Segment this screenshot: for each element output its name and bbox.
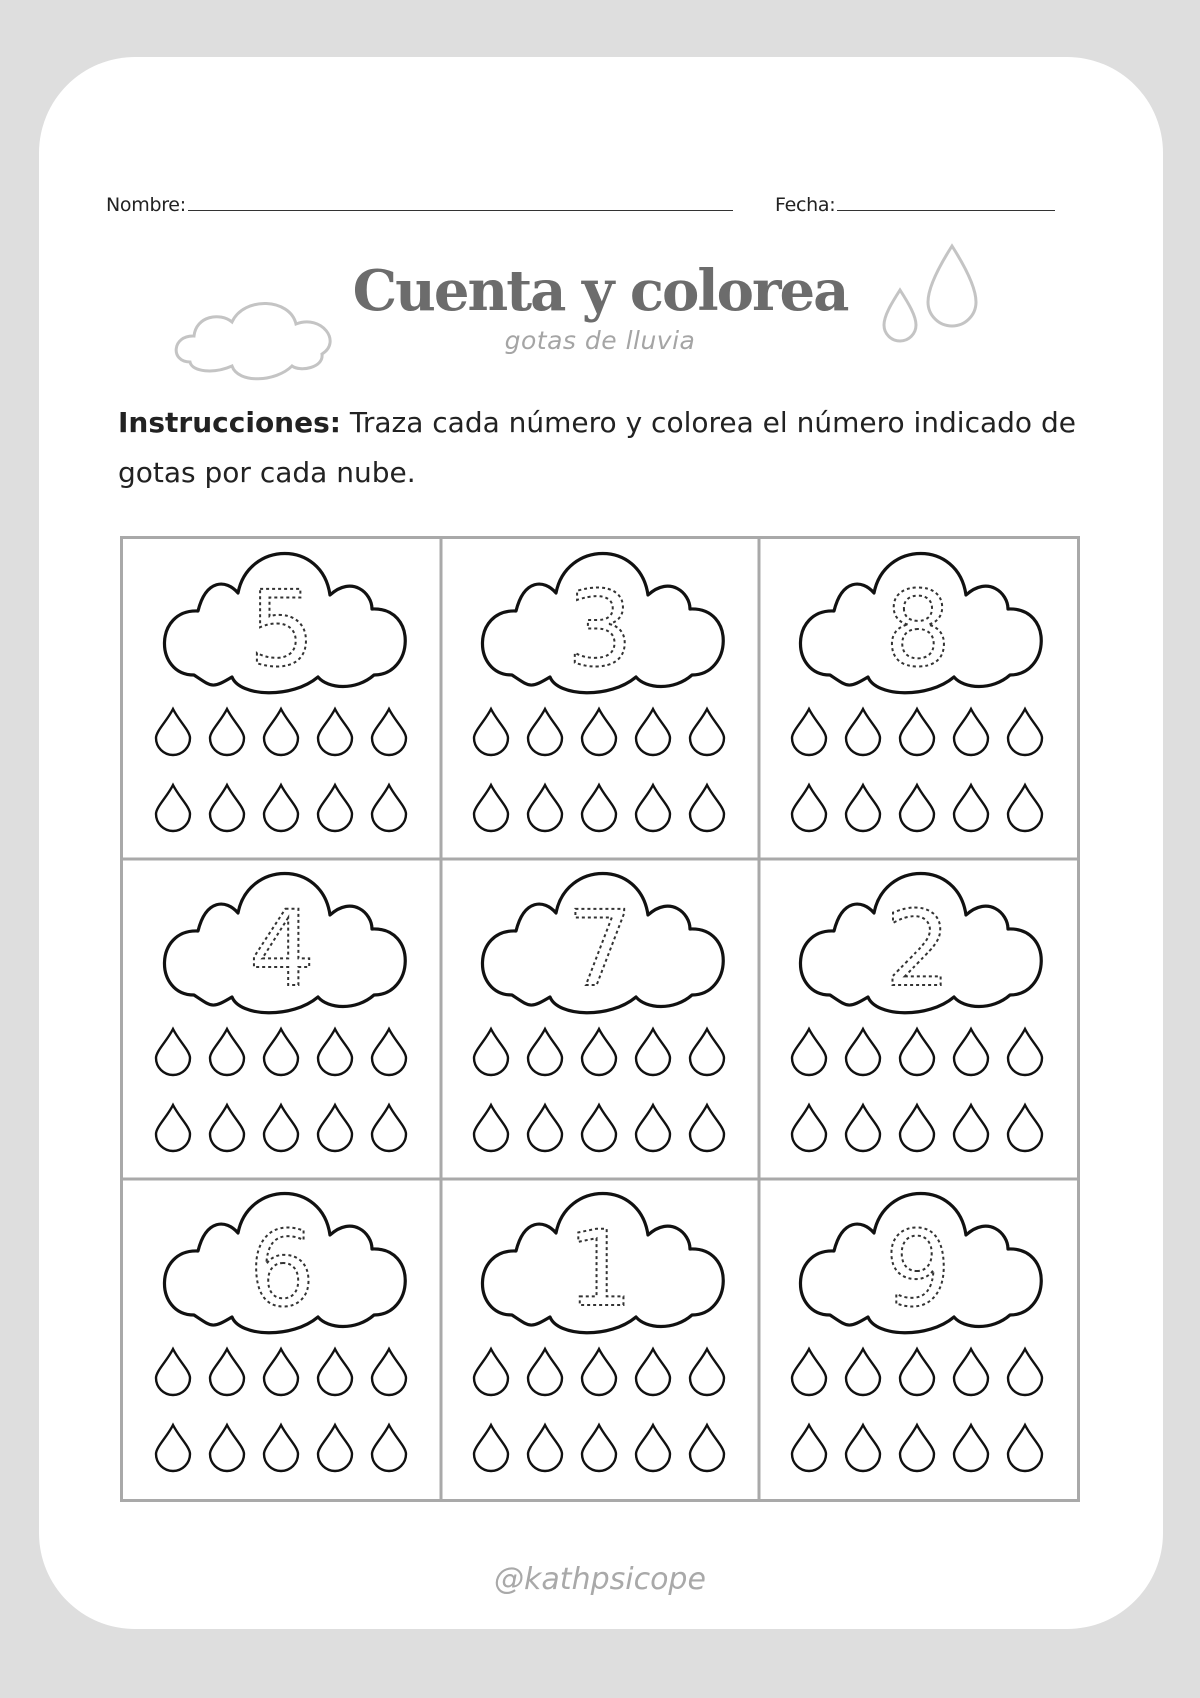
traceable-number[interactable]: 9 [884, 1208, 952, 1330]
traceable-number[interactable]: 4 [248, 888, 316, 1010]
raindrop-icon[interactable] [954, 785, 988, 831]
raindrop-icon[interactable] [690, 785, 724, 831]
raindrop-icon[interactable] [792, 1425, 826, 1471]
raindrop-icon[interactable] [1008, 709, 1042, 755]
raindrop-icon[interactable] [264, 785, 298, 831]
page-title: Cuenta y colorea [352, 258, 848, 324]
raindrop-icon[interactable] [156, 1349, 190, 1395]
raindrop-icon[interactable] [318, 1349, 352, 1395]
raindrop-icon[interactable] [846, 1349, 880, 1395]
raindrop-icon[interactable] [582, 1029, 616, 1075]
raindrop-icon[interactable] [210, 1349, 244, 1395]
raindrop-icon[interactable] [528, 709, 562, 755]
raindrop-icon[interactable] [846, 1105, 880, 1151]
raindrop-icon[interactable] [528, 785, 562, 831]
raindrop-icon[interactable] [210, 785, 244, 831]
raindrop-icon[interactable] [900, 709, 934, 755]
number-card [156, 874, 406, 1152]
number-card [474, 554, 724, 832]
raindrop-icon[interactable] [318, 1105, 352, 1151]
number-card [792, 554, 1042, 832]
raindrop-icon[interactable] [690, 1105, 724, 1151]
raindrop-icon[interactable] [1008, 1029, 1042, 1075]
raindrop-icon[interactable] [1008, 1425, 1042, 1471]
raindrop-icon[interactable] [372, 709, 406, 755]
raindrop-icon[interactable] [582, 1425, 616, 1471]
raindrop-icon[interactable] [318, 1029, 352, 1075]
page-subtitle: gotas de lluvia [504, 326, 696, 355]
raindrop-icon[interactable] [900, 1425, 934, 1471]
raindrop-icon[interactable] [474, 785, 508, 831]
raindrop-icon[interactable] [792, 1105, 826, 1151]
raindrop-icon[interactable] [1008, 1349, 1042, 1395]
raindrop-icon[interactable] [318, 785, 352, 831]
raindrop-icon[interactable] [210, 709, 244, 755]
raindrop-icon[interactable] [156, 1105, 190, 1151]
raindrop-icon[interactable] [690, 1425, 724, 1471]
raindrop-icon[interactable] [318, 1425, 352, 1471]
raindrop-icon[interactable] [954, 1349, 988, 1395]
raindrop-icon[interactable] [690, 1349, 724, 1395]
number-card [156, 554, 406, 832]
traceable-number[interactable]: 2 [884, 888, 952, 1010]
number-card [156, 1194, 406, 1472]
raindrop-icon[interactable] [792, 1349, 826, 1395]
raindrop-icon[interactable] [954, 1425, 988, 1471]
raindrop-icon[interactable] [156, 785, 190, 831]
traceable-number[interactable]: 7 [566, 888, 634, 1010]
raindrop-icon[interactable] [528, 1029, 562, 1075]
raindrop-icon[interactable] [900, 785, 934, 831]
raindrop-icon[interactable] [474, 1349, 508, 1395]
raindrop-icon[interactable] [900, 1029, 934, 1075]
raindrop-icon[interactable] [954, 709, 988, 755]
raindrop-icon[interactable] [156, 1029, 190, 1075]
raindrop-icon[interactable] [636, 1425, 670, 1471]
number-card [474, 874, 724, 1152]
raindrop-icon[interactable] [474, 1029, 508, 1075]
raindrop-icon[interactable] [582, 1349, 616, 1395]
raindrop-icon[interactable] [846, 785, 880, 831]
raindrop-icon[interactable] [372, 1425, 406, 1471]
number-card [792, 1194, 1042, 1472]
raindrop-icon[interactable] [372, 1105, 406, 1151]
author-handle: @kathpsicope [494, 1562, 706, 1597]
traceable-number[interactable]: 6 [248, 1208, 316, 1330]
raindrop-icon[interactable] [582, 1105, 616, 1151]
raindrop-icon[interactable] [318, 709, 352, 755]
raindrop-icon[interactable] [264, 1349, 298, 1395]
raindrop-icon[interactable] [636, 1029, 670, 1075]
header-decorations [0, 0, 1200, 420]
instructions-label: Instrucciones: [118, 406, 341, 439]
raindrop-icon[interactable] [582, 709, 616, 755]
raindrop-icon[interactable] [900, 1105, 934, 1151]
traceable-number[interactable]: 1 [566, 1208, 634, 1330]
exercise-grid [120, 536, 1080, 1502]
number-card [474, 1194, 724, 1472]
raindrop-icon[interactable] [636, 1105, 670, 1151]
raindrop-icon[interactable] [156, 709, 190, 755]
raindrop-icon[interactable] [1008, 785, 1042, 831]
instructions-body: Traza cada número y colorea el número indicado de gotas por cada nube. [118, 406, 1076, 489]
raindrop-icon[interactable] [372, 1349, 406, 1395]
raindrop-icon[interactable] [690, 1029, 724, 1075]
raindrop-icon[interactable] [264, 1425, 298, 1471]
raindrop-icon[interactable] [792, 1029, 826, 1075]
raindrop-icon[interactable] [636, 785, 670, 831]
raindrop-icon[interactable] [474, 709, 508, 755]
traceable-number[interactable]: 3 [566, 568, 634, 690]
raindrop-icon[interactable] [528, 1425, 562, 1471]
raindrop-icon[interactable] [900, 1349, 934, 1395]
raindrop-icon[interactable] [264, 1105, 298, 1151]
raindrop-icon[interactable] [792, 785, 826, 831]
raindrop-icon[interactable] [846, 1425, 880, 1471]
raindrop-icon[interactable] [846, 1029, 880, 1075]
raindrop-icon[interactable] [528, 1105, 562, 1151]
raindrop-icon[interactable] [264, 709, 298, 755]
raindrop-icon[interactable] [636, 1349, 670, 1395]
exercise-grid-canvas [123, 539, 1077, 1499]
number-card [792, 874, 1042, 1152]
traceable-number[interactable]: 8 [884, 568, 952, 690]
raindrop-icon[interactable] [1008, 1105, 1042, 1151]
raindrop-icon[interactable] [636, 709, 670, 755]
name-label: Nombre: [106, 194, 186, 216]
raindrop-icon[interactable] [528, 1349, 562, 1395]
raindrop-icon[interactable] [474, 1105, 508, 1151]
raindrop-icon[interactable] [210, 1425, 244, 1471]
raindrop-icon[interactable] [210, 1105, 244, 1151]
raindrop-icon[interactable] [690, 709, 724, 755]
traceable-number[interactable]: 5 [248, 568, 316, 690]
raindrop-icon[interactable] [954, 1029, 988, 1075]
raindrop-icon[interactable] [372, 785, 406, 831]
raindrop-icon[interactable] [954, 1105, 988, 1151]
raindrop-icon[interactable] [792, 709, 826, 755]
raindrop-icon[interactable] [582, 785, 616, 831]
raindrop-icon[interactable] [210, 1029, 244, 1075]
raindrop-icon[interactable] [372, 1029, 406, 1075]
date-label: Fecha: [775, 194, 836, 216]
raindrop-icon[interactable] [474, 1425, 508, 1471]
instructions-text [118, 398, 1098, 498]
raindrop-icon[interactable] [156, 1425, 190, 1471]
raindrop-icon[interactable] [846, 709, 880, 755]
raindrop-icon[interactable] [264, 1029, 298, 1075]
